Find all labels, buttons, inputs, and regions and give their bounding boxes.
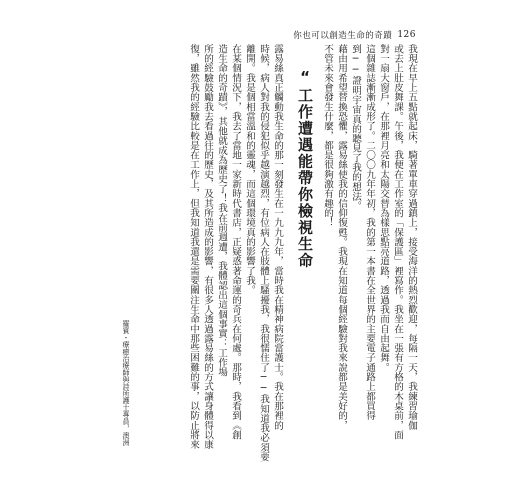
paragraph-line: 我現在早上五點就起床，騎著單車穿過鎮上，接受海洋的熱烈歡迎，每隔一天，我練習瑜伽 [406,44,417,430]
page-header [293,29,416,41]
paragraph-line: 這個雜誌漸漸成形了。二〇〇九年年初，我的第一本書在全世界的主要電子通路上都買得 [364,44,375,421]
paragraph-line: 不管未來會發生什麼，都是很夠激有趣的！ [322,44,333,228]
paragraph-line: 造生命的奇蹟》，其他就成為歷史了！我在前週遭，我體認出這個事實：工作場 [216,44,227,377]
author-credit: 羅賓・療癒治療師與詩所護士專員，澳洲 [122,320,130,446]
running-title: 你也可以創造生命的奇蹟 [293,31,393,41]
paragraph-line: 時候，病人對我的侵犯似乎越演越烈，有位病人在肢體上騷擾我，我很懦住了──我知道我必須要 [258,44,269,462]
heading-mark-icon: “ [296,68,314,88]
paragraph-line: 露易絲真正觸動我生命的那一刻發生在一九九九年，當時我在精神病院當護士。我在那裡的 [272,44,283,430]
page-number: 126 [397,30,416,40]
paragraph-line: 對一扇大窗戶，在那裡月亮和太陽交替為樣思點亮道路，透過我而自由起舞。 [378,44,389,373]
paragraph-line: 在某個情況下，我去了當地一家新時代書店，正疑惑著命運的奇兵在何處。那時，我看到《創 [230,44,241,440]
paragraph-line: 所的經驗鼓勵我去看過往的歷史，及其所造成的影響，有很多人透過露易絲的方式讓身體得以康 [202,44,213,450]
paragraph-line: 到──證明宇宙真的聽見了我的想法。 [350,44,361,211]
paragraph-line: 藉由用希望替換恐懼，露易絲使我的信仰復甦。我現在知道每個經驗對我來說都是美好的， [336,44,347,430]
paragraph-line: 或去上肚皮舞課。午後，我便在工作室的「保護區」裡寫作。我坐在一張有方格的木桌前，面 [392,44,403,440]
vertical-text-body [88,44,418,470]
section-heading: “工作遭遇能帶你檢視生命 [296,68,314,269]
paragraph-line: 復，雖然我的經驗比較是在工作上，但我知道我還是需要關注生命中那些困難的事，以防止將來 [188,44,199,450]
paragraph-line: 離開。我是個相當溫和的靈魂，而這個環境真的影響了我。 [244,44,255,295]
